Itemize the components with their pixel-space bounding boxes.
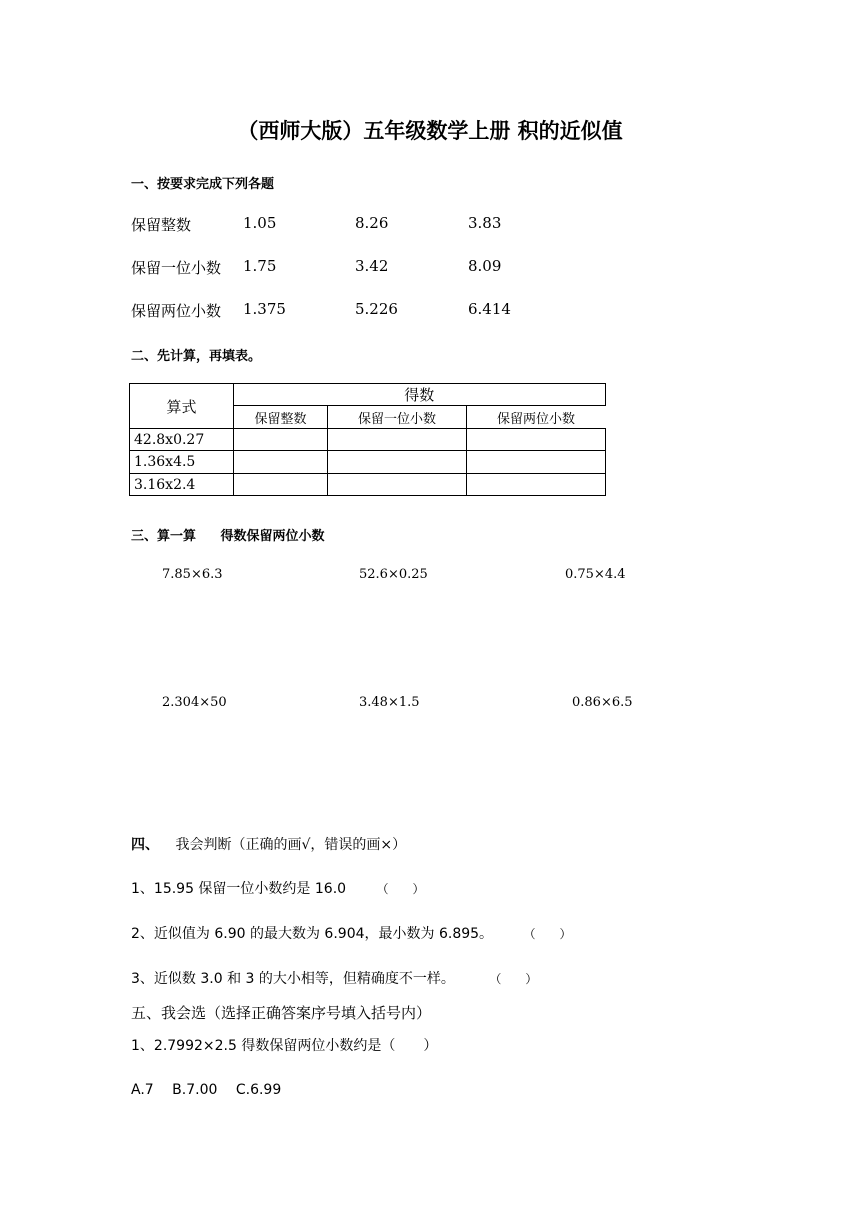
row-value: 6.414 bbox=[468, 300, 511, 318]
problem: 0.86×6.5 bbox=[572, 695, 633, 710]
option-a[interactable]: A.7 bbox=[131, 1082, 154, 1098]
row-value: 3.42 bbox=[355, 257, 389, 275]
answer-cell[interactable] bbox=[467, 451, 606, 474]
row-label: 保留两位小数 bbox=[131, 302, 222, 320]
answer-cell[interactable] bbox=[328, 451, 467, 474]
row-value: 1.375 bbox=[243, 300, 286, 318]
sub-header: 保留一位小数 bbox=[328, 406, 467, 429]
answer-cell[interactable] bbox=[467, 429, 606, 451]
option-c[interactable]: C.6.99 bbox=[235, 1082, 282, 1098]
section4-number: 四、 bbox=[131, 837, 159, 853]
choice-options bbox=[131, 1082, 281, 1098]
problem: 2.304×50 bbox=[162, 695, 227, 710]
col-header-result: 得数 bbox=[234, 384, 606, 406]
sub-header: 保留整数 bbox=[234, 406, 328, 429]
judge-text: 1、15.95 保留一位小数约是 16.0 bbox=[131, 881, 347, 897]
row-label: 保留一位小数 bbox=[131, 259, 222, 277]
answer-cell[interactable] bbox=[328, 474, 467, 496]
table-row bbox=[130, 429, 606, 451]
judge-item bbox=[131, 968, 537, 988]
answer-cell[interactable] bbox=[328, 429, 467, 451]
section3-heading bbox=[131, 525, 325, 544]
section2-heading: 二、先计算，再填表。 bbox=[131, 349, 262, 364]
row-value: 8.26 bbox=[355, 214, 389, 232]
formula-cell: 42.8x0.27 bbox=[130, 429, 234, 451]
option-b[interactable]: B.7.00 bbox=[172, 1082, 218, 1098]
judge-text: 2、近似值为 6.90 的最大数为 6.904，最小数为 6.895。 bbox=[131, 926, 494, 942]
answer-blank[interactable]: （ ） bbox=[376, 882, 425, 896]
section3-note: 得数保留两位小数 bbox=[220, 529, 325, 544]
problem: 52.6×0.25 bbox=[359, 567, 428, 582]
answer-cell[interactable] bbox=[234, 451, 328, 474]
table-row bbox=[130, 451, 606, 474]
answer-blank[interactable]: （ ） bbox=[489, 972, 538, 986]
answer-cell[interactable] bbox=[234, 474, 328, 496]
results-table bbox=[129, 383, 606, 496]
section4-title: 我会判断（正确的画√，错误的画×） bbox=[175, 837, 407, 853]
judge-item bbox=[131, 878, 425, 898]
judge-item bbox=[131, 923, 572, 943]
table-row bbox=[130, 474, 606, 496]
row-value: 3.83 bbox=[468, 214, 502, 232]
problem: 3.48×1.5 bbox=[359, 695, 420, 710]
sub-header: 保留两位小数 bbox=[467, 406, 606, 429]
section1-heading: 一、按要求完成下列各题 bbox=[131, 177, 275, 192]
page-title: （西师大版）五年级数学上册 积的近似值 bbox=[237, 119, 623, 143]
answer-blank[interactable]: （ ） bbox=[523, 927, 572, 941]
rounding-row-one-decimal bbox=[131, 257, 591, 277]
row-value: 1.05 bbox=[243, 214, 277, 232]
choice-question: 1、2.7992×2.5 得数保留两位小数约是（ ） bbox=[131, 1038, 438, 1054]
problem: 7.85×6.3 bbox=[162, 567, 223, 582]
col-header-formula: 算式 bbox=[130, 384, 234, 429]
answer-cell[interactable] bbox=[467, 474, 606, 496]
row-label: 保留整数 bbox=[131, 216, 192, 234]
rounding-row-integer bbox=[131, 214, 591, 234]
row-value: 1.75 bbox=[243, 257, 277, 275]
answer-cell[interactable] bbox=[234, 429, 328, 451]
row-value: 5.226 bbox=[355, 300, 398, 318]
section5-heading: 五、我会选（选择正确答案序号填入括号内） bbox=[131, 1004, 432, 1022]
formula-cell: 1.36x4.5 bbox=[130, 451, 234, 474]
formula-cell: 3.16x2.4 bbox=[130, 474, 234, 496]
rounding-row-two-decimals bbox=[131, 300, 591, 320]
row-value: 8.09 bbox=[468, 257, 502, 275]
section4-heading bbox=[131, 834, 406, 854]
judge-text: 3、近似数 3.0 和 3 的大小相等，但精确度不一样。 bbox=[131, 971, 455, 987]
problem: 0.75×4.4 bbox=[565, 567, 626, 582]
section3-title: 三、算一算 bbox=[131, 529, 197, 544]
